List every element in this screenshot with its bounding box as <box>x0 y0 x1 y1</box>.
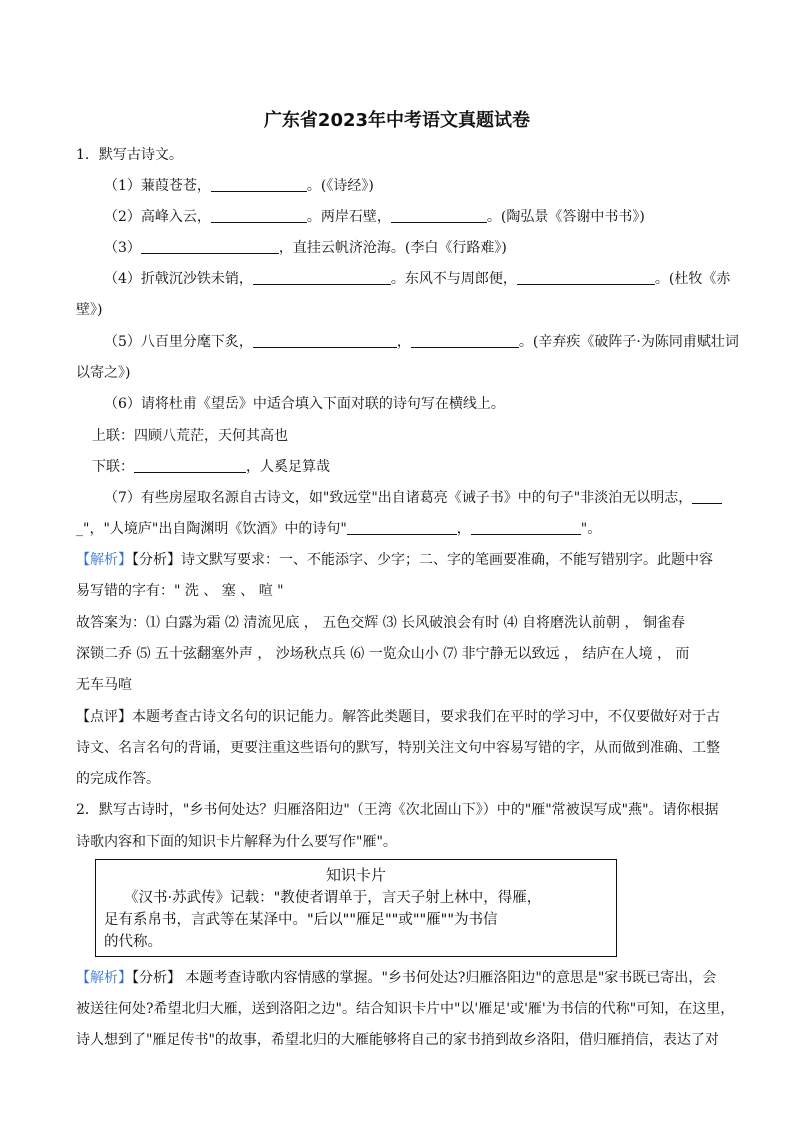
q1-item-5: （5）八百里分麾下炙， ， 。(辛弃疾《破阵子·为陈同甫赋壮词 <box>104 334 739 350</box>
answer-1-analysis: 【解析】【分析】诗文默写要求：一、不能添字、少字；二、字的笔画要准确，不能写错别字。此题中容 <box>76 552 713 568</box>
answer-1-comment-end: 的完成作答。 <box>76 771 160 787</box>
answer-1-key: 故答案为：⑴ 白露为霜 ⑵ 清流见底 ， 五色交辉 ⑶ 长风破浪会有时 ⑷ 自将磨洗认前朝 ， 铜雀春 <box>76 615 685 631</box>
answer-blank[interactable] <box>211 208 307 223</box>
answer-blank[interactable] <box>253 270 391 285</box>
card-line: 的代称。 <box>104 934 162 950</box>
card-line: 足有系帛书，言武等在某泽中。"后以""雁足""或""雁""为书信 <box>104 912 498 928</box>
answer-2-analysis: 【解析】【分析】 本题考查诗歌内容情感的掌握。"乡书何处达?归雁洛阳边"的意思是"家书既已寄出，会 <box>76 970 717 986</box>
q1-item-7: （7）有些房屋取名源自古诗文，如"致远堂"出自诸葛亮《诫子书》中的句子"非淡泊无以明志， <box>104 488 752 508</box>
answer-1-key-end: 无车马喧 <box>76 677 132 693</box>
knowledge-card <box>95 859 617 957</box>
q1-item-4-cont: 壁》) <box>76 302 103 318</box>
answer-blank[interactable] <box>253 333 397 348</box>
q1-item-3: （3） ，直挂云帆济沧海。(李白《行路难》) <box>104 240 507 256</box>
q1-item-2: （2）高峰入云， 。两岸石壁， 。(陶弘景《答谢中书书》) <box>104 209 645 225</box>
q1-stem: 1．默写古诗文。 <box>76 147 183 163</box>
answer-blank[interactable] <box>347 520 457 535</box>
card-title: 知识卡片 <box>325 866 386 884</box>
couplet-lower: 下联： ，人奚足算哉 <box>92 459 330 475</box>
answer-blank[interactable] <box>692 489 722 504</box>
q2-stem-cont: 诗歌内容和下面的知识卡片解释为什么要写作"雁"。 <box>76 834 397 850</box>
answer-blank[interactable] <box>411 333 519 348</box>
q1-item-7-cont: _"，"人境庐"出自陶渊明《饮酒》中的诗句" ， "。 <box>76 521 602 537</box>
answer-blank[interactable] <box>471 520 581 535</box>
answer-1-comment-cont: 诗文、名言名句的背诵，更要注重这些语句的默写，特别关注文句中容易写错的字，从而做到准确、工整 <box>76 740 720 756</box>
q1-item-1: （1）蒹葭苍苍， 。(《诗经》) <box>104 178 374 194</box>
analysis-tag: 【解析】 <box>76 970 132 986</box>
card-line: 《汉书·苏武传》记载："教使者谓单于，言天子射上林中，得雁， <box>124 890 542 906</box>
q2-stem: 2．默写古诗时，"乡书何处达？归雁洛阳边"（王湾《次北固山下》）中的"雁"常被误写成"燕"。请你根据 <box>76 802 719 818</box>
q1-item-4: （4）折戟沉沙铁未销， 。东风不与周郎便， 。(杜牧《赤 <box>104 271 731 287</box>
answer-blank[interactable] <box>141 239 279 254</box>
answer-blank[interactable] <box>211 177 307 192</box>
answer-1-key-cont: 深锁二乔 ⑸ 五十弦翻塞外声 ， 沙场秋点兵 ⑹ 一览众山小 ⑺ 非宁静无以致远 ， 结庐在人境 ， 而 <box>76 646 690 662</box>
page-title: 广东省2023年中考语文真题试卷 <box>263 110 531 131</box>
answer-2-analysis-cont: 被送往何处?希望北归大雁，送到洛阳之边"。结合知识卡片中"以'雁足'或'雁'为书信的代称"可知，在这里， <box>76 1001 735 1017</box>
analysis-tag: 【解析】 <box>76 552 132 568</box>
answer-blank[interactable] <box>391 208 487 223</box>
answer-2-analysis-end: 诗人想到了"雁足传书"的故事，希望北归的大雁能够将自己的家书捎到故乡洛阳，借归雁捎信，表达了对 <box>76 1032 719 1048</box>
q1-item-5-cont: 以寄之》) <box>76 365 131 381</box>
couplet-upper: 上联：四顾八荒茫，天何其高也 <box>92 428 288 444</box>
answer-1-analysis-cont: 易写错的字有：" 洗 、 塞 、 喧 " <box>76 583 284 599</box>
answer-blank[interactable] <box>134 458 246 473</box>
answer-1-comment: 【点评】本题考查古诗文名句的识记能力。解答此类题目，要求我们在平时的学习中，不仅要做好对于古 <box>76 709 720 725</box>
answer-blank[interactable] <box>517 270 655 285</box>
q1-item-6: （6）请将杜甫《望岳》中适合填入下面对联的诗句写在横线上。 <box>104 396 505 412</box>
